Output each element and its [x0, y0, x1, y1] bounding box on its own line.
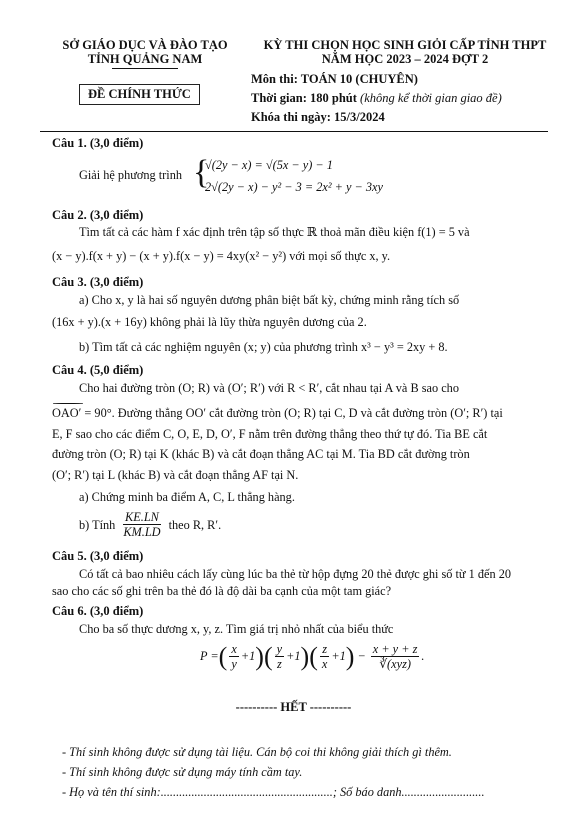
- q6-fraction-1: $\frac{x}{y}$: [231, 642, 237, 671]
- exam-date: Khóa thi ngày: 15/3/2024: [251, 110, 385, 124]
- q3-b-line: b) Tìm tất cả các nghiệm nguyên (x; y) của phương trình x³ − y³ = 2xy + 8.: [79, 340, 448, 354]
- q4-arc-mark: [53, 403, 83, 404]
- q3-a-line-2: (16x + y).(x + 16y) không phải là lũy thừa nguyên dương của 2.: [52, 315, 367, 329]
- q6-fraction-3: $\frac{z}{x}$: [321, 642, 328, 671]
- q5-line-2: sao cho các số ghi trên ba thẻ đó là độ dài ba cạnh của một tam giác?: [52, 584, 392, 598]
- exam-title: KỲ THI CHỌN HỌC SINH GIỎI CẤP TỈNH THPT: [263, 38, 547, 52]
- q6-fraction-4: $\frac{x + y + z}{\text{∛(xyz)}}$: [372, 642, 418, 671]
- exam-subject: Môn thi: TOÁN 10 (CHUYÊN): [251, 72, 418, 86]
- q1-text: Giải hệ phương trình: [79, 168, 182, 182]
- q6-expression: P = ( $\frac{x}{y}$ +1 ) ( $\frac{y}{z}$ +1 ) ( $\frac{z}{x}$ +1 ) − $\frac{x + y + z}{\text{∛(xyz)}}$ .: [200, 641, 425, 671]
- footer-note-2: - Thí sinh không được sử dụng máy tính cầm tay.: [62, 765, 303, 779]
- end-mark: ---------- HẾT ----------: [235, 700, 352, 714]
- q5-line-1: Có tất cả bao nhiêu cách lấy cùng lúc ba thẻ từ hộp đựng 20 thẻ được ghi số từ 1 đến 20: [79, 567, 512, 581]
- q4-b-fraction: [121, 510, 162, 539]
- q1-system-brace: {: [193, 154, 210, 191]
- department-name: SỞ GIÁO DỤC VÀ ĐÀO TẠO: [62, 38, 228, 52]
- q5-title: Câu 5. (3,0 điểm): [52, 549, 144, 563]
- q3-title: Câu 3. (3,0 điểm): [52, 275, 144, 289]
- q3-a-line-1: a) Cho x, y là hai số nguyên dương phân biệt bất kỳ, chứng minh rằng tích số: [79, 293, 460, 307]
- q4-title: Câu 4. (5,0 điểm): [52, 363, 144, 377]
- q2-line-1: Tìm tất cả các hàm f xác định trên tập số thực ℝ thoả mãn điều kiện f(1) = 5 và: [79, 225, 470, 239]
- q6-text: Cho ba số thực dương x, y, z. Tìm giá trị nhỏ nhất của biểu thức: [79, 622, 394, 636]
- q1-title: Câu 1. (3,0 điểm): [52, 136, 144, 150]
- exam-time: [251, 89, 502, 108]
- footer-note-3: - Họ và tên thí sinh:........................................................; Số báo danh...........................: [62, 785, 485, 799]
- q4-part-a: a) Chứng minh ba điểm A, C, L thẳng hàng.: [79, 490, 295, 504]
- exam-time-label: Thời gian: 180 phút: [251, 91, 357, 105]
- q1-equation-2: 2√(2y − x) − y² − 3 = 2x² + y − 3xy: [205, 180, 383, 194]
- q4-part-b: [79, 510, 221, 539]
- q4-b-numerator: KE.LN: [125, 510, 159, 524]
- q4-line-4: đường tròn (O; R) tại K (khác B) và cắt đoạn thẳng AC tại M. Tia BD cắt đường tròn: [52, 447, 470, 461]
- q2-line-2: (x − y).f(x + y) − (x + y).f(x − y) = 4xy(x² − y²) với mọi số thực x, y.: [52, 249, 391, 263]
- q1-equation-1: √(2y − x) = √(5x − y) − 1: [205, 158, 333, 172]
- q4-line-5: (O′; R′) tại L (khác B) và cắt đoạn thẳng AF tại N.: [52, 468, 299, 482]
- q4-line-2: OAO′ = 90°. Đường thẳng OO′ cắt đường tròn (O; R) tại C, D và cắt đường tròn (O′; R′) tại: [52, 406, 503, 420]
- q4-b-suffix: theo R, R′.: [168, 517, 222, 532]
- school-year: NĂM HỌC 2023 – 2024 ĐỢT 2: [321, 52, 489, 66]
- q6-fraction-2: $\frac{y}{z}$: [276, 642, 283, 671]
- exam-time-note: (không kể thời gian giao đề): [360, 91, 502, 105]
- official-badge: ĐỀ CHÍNH THỨC: [79, 84, 200, 105]
- q2-title: Câu 2. (3,0 điểm): [52, 208, 144, 222]
- province-name: TỈNH QUẢNG NAM: [87, 52, 203, 66]
- q4-b-denominator: KM.LD: [123, 525, 161, 539]
- q4-b-prefix: b) Tính: [79, 517, 116, 532]
- q6-p-label: P =: [200, 649, 219, 663]
- header-divider: [40, 131, 548, 132]
- q6-title: Câu 6. (3,0 điểm): [52, 604, 144, 618]
- q4-line-1: Cho hai đường tròn (O; R) và (O′; R′) với R < R′, cắt nhau tại A và B sao cho: [79, 381, 459, 395]
- q4-line-3: E, F sao cho các điểm C, O, E, D, O′, F nằm trên đường thẳng theo thứ tự đó. Tia BE cắt: [52, 427, 488, 441]
- header-underline-left: [112, 68, 178, 69]
- footer-note-1: - Thí sinh không được sử dụng tài liệu. Cán bộ coi thi không giải thích gì thêm.: [62, 745, 452, 759]
